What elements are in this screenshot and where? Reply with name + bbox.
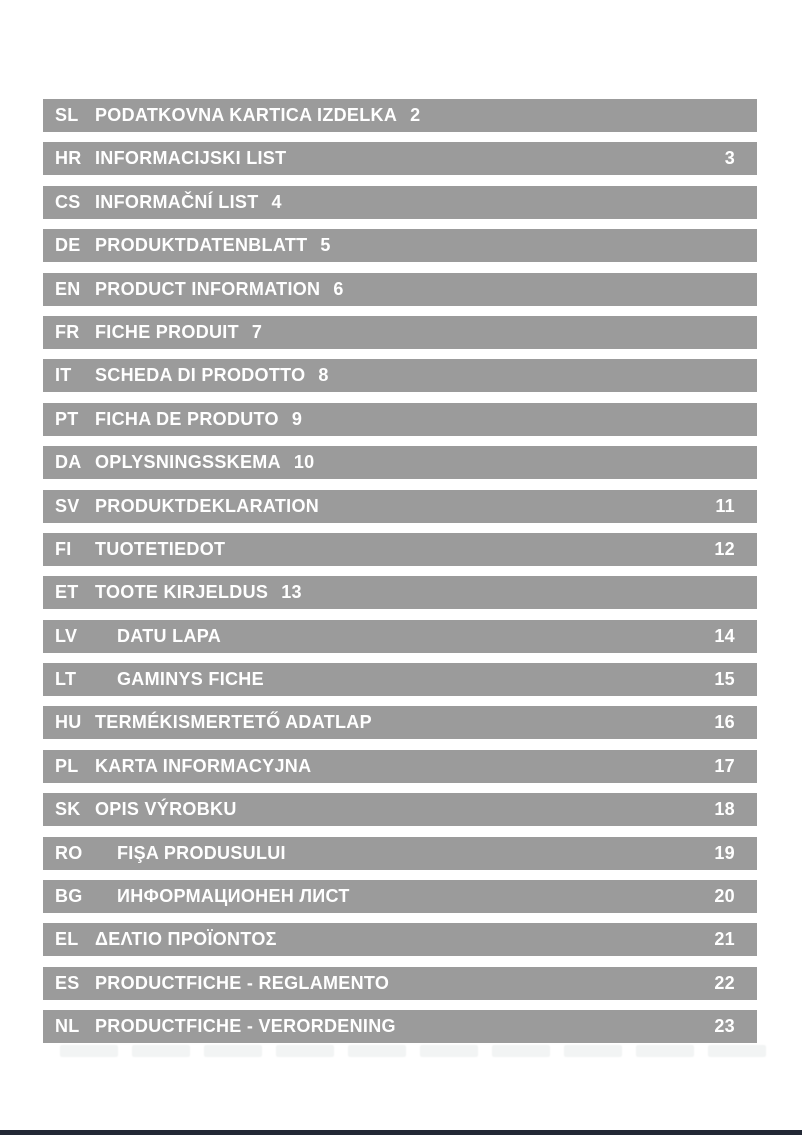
- toc-row-nl: [43, 1010, 757, 1043]
- language-code: FI: [55, 538, 72, 559]
- language-code: ET: [55, 582, 79, 603]
- page-number: 19: [714, 842, 735, 863]
- ghost-block: [492, 1045, 550, 1057]
- toc-row-bg: [43, 880, 757, 913]
- page-number: 9: [291, 408, 303, 429]
- page-number: 6: [333, 278, 344, 299]
- toc-row-et: [43, 576, 757, 609]
- toc-row-pt: [43, 403, 757, 436]
- section-title: PODATKOVNA KARTICA IZDELKA: [95, 105, 398, 125]
- language-code: ES: [55, 972, 80, 993]
- section-title: PRODUCTFICHE - REGLAMENTO: [95, 972, 390, 993]
- section-title: PRODUCTFICHE - VERORDENING: [95, 1016, 396, 1037]
- ghost-block: [204, 1045, 262, 1057]
- page-number: 17: [714, 755, 735, 776]
- footer-rule: [0, 1130, 802, 1135]
- section-title: KARTA INFORMACYJNA: [95, 755, 312, 776]
- section-title: OPLYSNINGSSKEMA: [95, 452, 281, 473]
- page-number: 11: [715, 495, 735, 516]
- toc-row-ro: [43, 837, 757, 870]
- page-number: 5: [320, 235, 331, 256]
- language-code: DE: [55, 235, 81, 256]
- page-number: 14: [714, 625, 735, 646]
- language-code: LV: [55, 625, 78, 646]
- section-title: FICHE PRODUIT: [95, 321, 239, 342]
- page-number: 10: [293, 452, 315, 473]
- language-code: HR: [55, 148, 82, 169]
- page-number: 3: [724, 148, 735, 169]
- toc-row-es: [43, 967, 757, 1000]
- section-title: TUOTETIEDOT: [95, 538, 226, 559]
- toc-row-sl: [43, 99, 757, 132]
- section-title: TERMÉKISMERTETŐ ADATLAP: [95, 712, 372, 733]
- language-code: HU: [55, 712, 82, 733]
- section-title: PRODUKTDATENBLATT: [95, 235, 308, 256]
- language-code: CS: [55, 191, 81, 212]
- toc-row-sv: [43, 490, 757, 523]
- toc-row-fi: [43, 533, 757, 566]
- language-code: SK: [55, 799, 81, 820]
- section-title: INFORMAČNÍ LIST: [95, 191, 259, 212]
- language-code: PT: [55, 408, 79, 429]
- page-number: 21: [714, 929, 735, 950]
- toc-row-de: [43, 229, 757, 262]
- language-code: SV: [55, 495, 80, 516]
- language-code: DA: [55, 452, 82, 473]
- section-title: OPIS VÝROBKU: [95, 799, 237, 820]
- page-number: 7: [251, 321, 263, 342]
- language-code: RO: [55, 842, 83, 863]
- page-number: 20: [714, 886, 735, 907]
- toc-row-da: [43, 446, 757, 479]
- language-code: PL: [55, 755, 79, 776]
- language-code: LT: [55, 669, 77, 690]
- ghost-block: [564, 1045, 622, 1057]
- language-code: BG: [55, 886, 83, 907]
- faint-ghost-text: [60, 1045, 766, 1057]
- ghost-block: [60, 1045, 118, 1057]
- page-number: 13: [281, 582, 302, 603]
- toc-row-en: [43, 273, 757, 306]
- language-code: IT: [55, 365, 72, 386]
- ghost-block: [276, 1045, 334, 1057]
- page-number: 22: [714, 972, 735, 993]
- page-number: 18: [714, 799, 735, 820]
- toc-list: [43, 99, 757, 1043]
- page-number: 15: [714, 669, 735, 690]
- page-number: 23: [714, 1016, 735, 1037]
- section-title: DATU LAPA: [117, 625, 222, 646]
- toc-row-lv: [43, 620, 757, 653]
- toc-row-pl: [43, 750, 757, 783]
- language-code: FR: [55, 321, 80, 342]
- section-title: GAMINYS FICHE: [117, 669, 264, 690]
- toc-row-hu: [43, 706, 757, 739]
- section-title: ΔΕΛΤΙΟ ΠΡΟΪΟΝΤΟΣ: [95, 929, 277, 950]
- section-title: INFORMACIJSKI LIST: [95, 148, 287, 169]
- ghost-block: [708, 1045, 766, 1057]
- ghost-block: [348, 1045, 406, 1057]
- page-number: 12: [714, 538, 735, 559]
- section-title: PRODUKTDEKLARATION: [95, 495, 320, 516]
- section-title: ИНФОРМАЦИОНЕН ЛИСТ: [117, 886, 350, 907]
- toc-row-cs: [43, 186, 757, 219]
- section-title: TOOTE KIRJELDUS: [95, 582, 269, 603]
- language-code: EN: [55, 278, 81, 299]
- toc-row-hr: [43, 142, 757, 175]
- ghost-block: [420, 1045, 478, 1057]
- section-title: FIŞA PRODUSULUI: [117, 842, 286, 863]
- toc-row-sk: [43, 793, 757, 826]
- page-number: 16: [714, 712, 735, 733]
- language-code: EL: [55, 929, 79, 950]
- ghost-block: [636, 1045, 694, 1057]
- page-number: 2: [410, 105, 421, 125]
- toc-row-fr: [43, 316, 757, 349]
- section-title: SCHEDA DI PRODOTTO: [95, 365, 306, 386]
- toc-row-el: [43, 923, 757, 956]
- ghost-block: [132, 1045, 190, 1057]
- language-code: SL: [55, 105, 79, 125]
- section-title: FICHA DE PRODUTO: [95, 408, 279, 429]
- toc-row-lt: [43, 663, 757, 696]
- page-number: 4: [271, 191, 282, 212]
- toc-row-it: [43, 359, 757, 392]
- section-title: PRODUCT INFORMATION: [95, 278, 321, 299]
- page-number: 8: [318, 365, 329, 386]
- language-code: NL: [55, 1016, 80, 1037]
